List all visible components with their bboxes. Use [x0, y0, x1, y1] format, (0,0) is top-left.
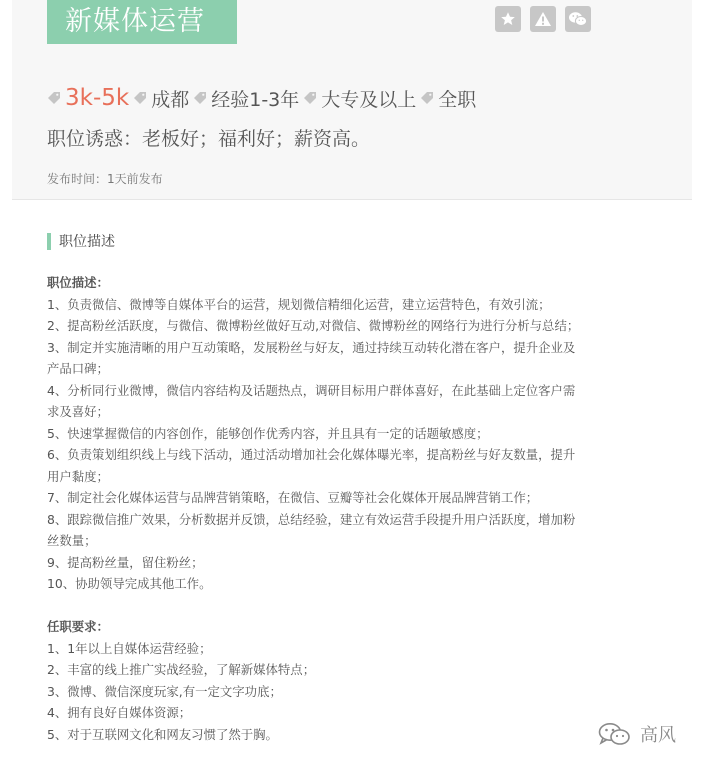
watermark-text: 高风	[640, 725, 676, 746]
duty-line: 7、制定社会化媒体运营与品牌营销策略，在微信、豆瓣等社会化媒体开展品牌营销工作；	[47, 490, 539, 505]
tag-icon	[47, 91, 61, 105]
warning-icon	[534, 11, 552, 27]
duty-line: 9、提高粉丝量，留住粉丝；	[47, 554, 204, 570]
requirement-line: 3、微博、微信深度玩家,有一定文字功底；	[47, 683, 282, 699]
duty-line: 产品口碑；	[47, 361, 109, 376]
watermark	[598, 722, 676, 746]
section-title: 职位描述	[59, 234, 115, 250]
duty-line: 求及喜好；	[47, 404, 109, 419]
city-tag	[133, 85, 189, 112]
salary-value: 3k-5k	[65, 85, 130, 111]
favorite-button[interactable]	[495, 6, 521, 32]
experience-tag	[193, 85, 299, 112]
duty-line: 3、制定并实施清晰的用户互动策略，发展粉丝与好友，通过持续互动转化潜在客户，提升企业及	[47, 339, 576, 355]
wechat-icon	[568, 11, 588, 27]
duty-line: 用户黏度；	[47, 468, 109, 484]
duty-line: 2、提高粉丝活跃度，与微信、微博粉丝做好互动,对微信、微博粉丝的网络行为进行分析与总结；	[47, 318, 580, 333]
duty-line: 6、负责策划组织线上与线下活动，通过活动增加社会化媒体曝光率，提高粉丝与好友数量，提升	[47, 447, 576, 462]
job-type-tag	[420, 85, 476, 112]
star-icon	[500, 11, 516, 27]
report-button[interactable]	[530, 6, 556, 32]
requirement-line: 2、丰富的线上推广实战经验，了解新媒体特点；	[47, 662, 316, 677]
requirement-label: 任职要求：	[47, 619, 109, 634]
duty-line: 10、协助领导完成其他工作。	[47, 576, 212, 591]
salary-tag	[47, 85, 129, 111]
tag-icon	[133, 91, 147, 105]
city-value: 成都	[151, 88, 190, 111]
requirement-line: 1、1年以上自媒体运营经验；	[47, 640, 212, 656]
duty-line: 4、分析同行业微博，微信内容结构及话题热点，调研目标用户群体喜好，在此基础上定位客户需	[47, 382, 576, 398]
publish-time: 发布时间：1天前发布	[47, 172, 163, 186]
experience-value: 经验1-3年	[211, 88, 300, 111]
section-header	[47, 232, 115, 250]
share-wechat-button[interactable]	[565, 6, 591, 32]
duty-label: 职位描述：	[47, 275, 109, 290]
duty-line: 5、快速掌握微信的内容创作，能够创作优秀内容，并且具有一定的话题敏感度；	[47, 425, 489, 441]
requirement-line: 4、拥有良好自媒体资源；	[47, 705, 192, 720]
tag-icon	[420, 91, 434, 105]
duty-line: 1、负责微信、微博等自媒体平台的运营，规划微信精细化运营，建立运营特色，有效引流；	[47, 296, 551, 312]
job-description	[47, 272, 659, 745]
job-tags	[47, 82, 480, 114]
tag-icon	[193, 91, 207, 105]
paragraph-gap	[47, 595, 659, 617]
duty-line: 8、跟踪微信推广效果，分析数据并反馈，总结经验，建立有效运营手段提升用户活跃度，增加粉	[47, 511, 576, 527]
job-perks: 职位诱惑：老板好；福利好；薪资高。	[47, 128, 371, 150]
wechat-icon	[598, 722, 632, 746]
duty-line: 丝数量；	[47, 533, 97, 548]
job-title: 新媒体运营	[47, 0, 237, 44]
job-type-value: 全职	[438, 88, 477, 111]
tag-icon	[303, 91, 317, 105]
requirement-line: 5、对于互联网文化和网友习惯了然于胸。	[47, 726, 278, 742]
education-value: 大专及以上	[321, 88, 417, 111]
education-tag	[303, 85, 416, 112]
section-accent-bar	[47, 233, 51, 250]
